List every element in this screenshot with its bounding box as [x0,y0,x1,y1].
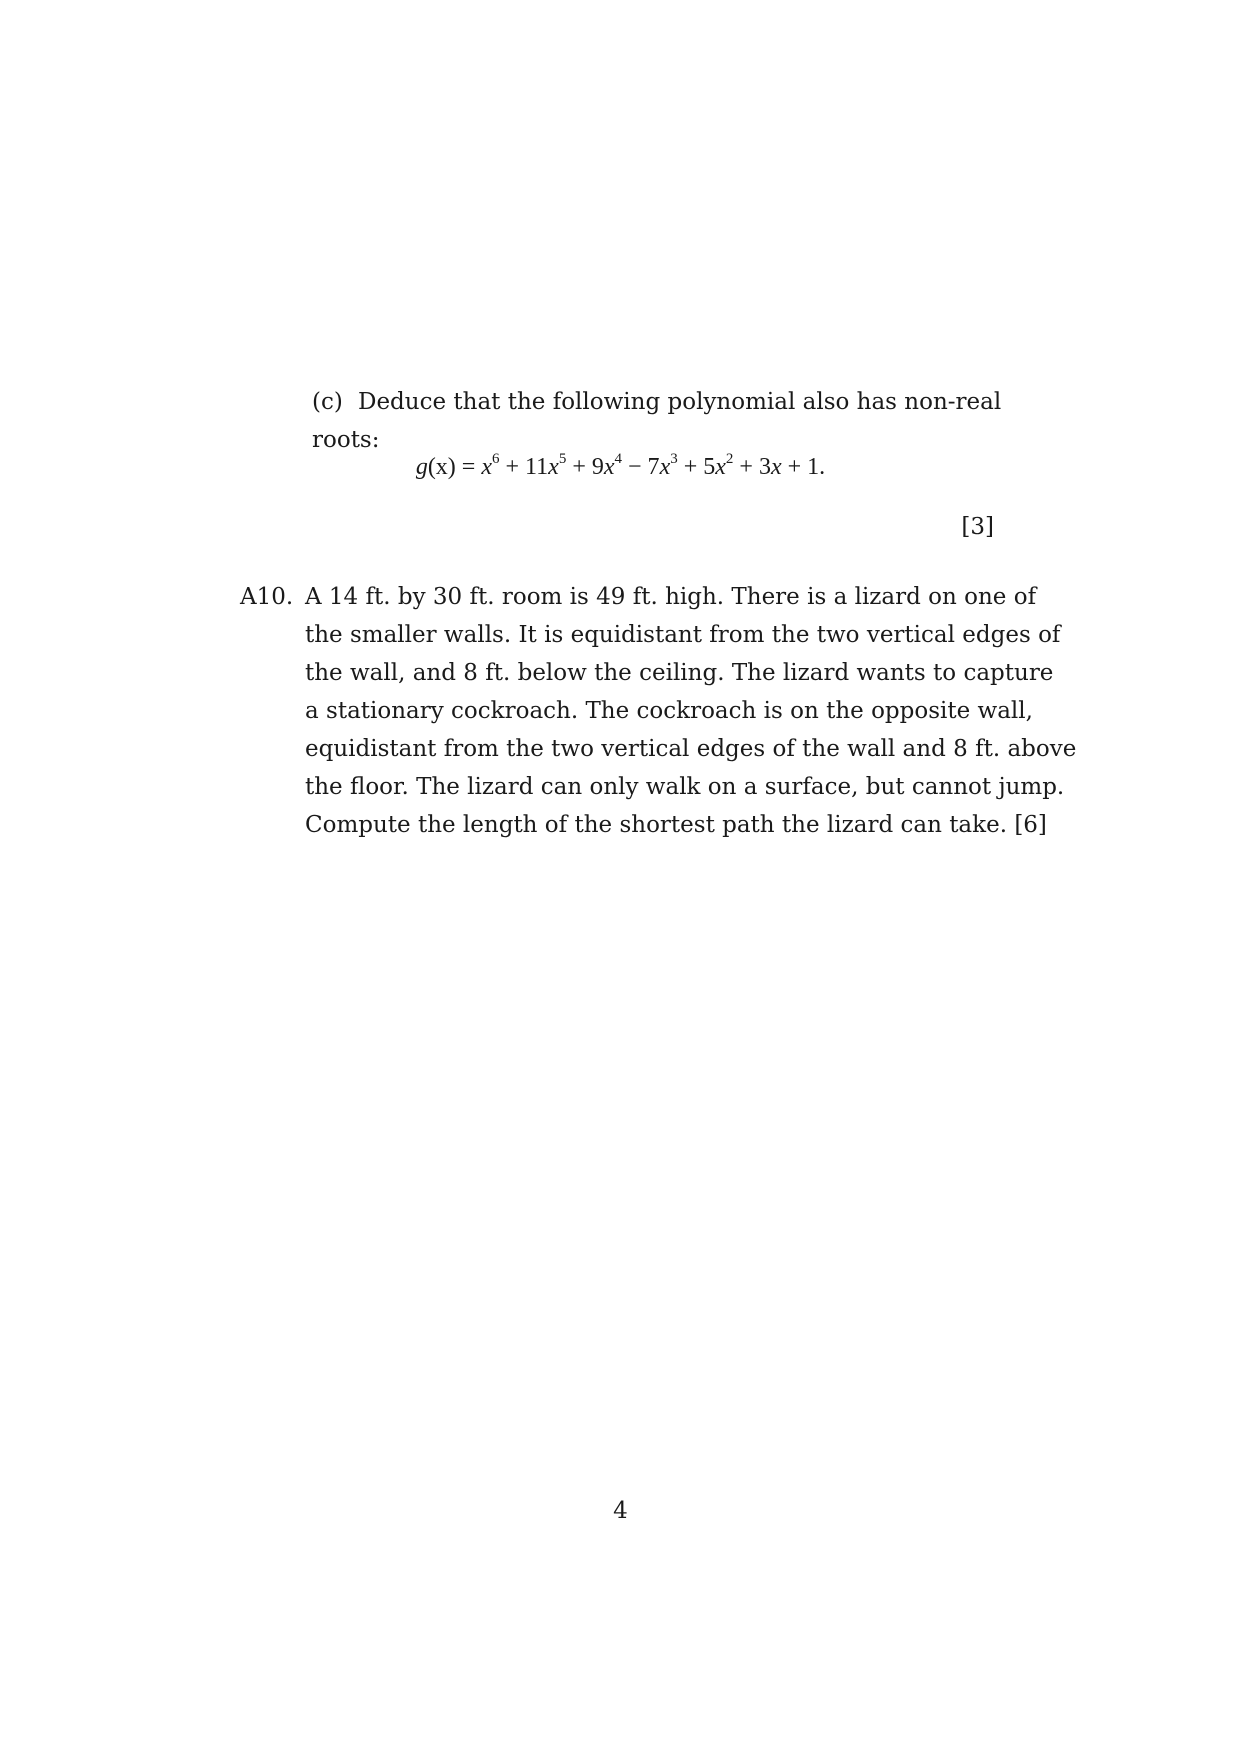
eq-term-2-exponent: 5 [558,451,567,467]
question-line: A 14 ft. by 30 ft. room is 49 ft. high. There is a lizard on one of [305,584,1037,610]
eq-constant-term: + 1. [781,454,826,480]
eq-term-1-base: x [481,454,492,480]
eq-term-6-coefficient: + 3 [733,454,771,480]
question-line: the smaller walls. It is equidistant from the two vertical edges of [305,622,1061,648]
eq-function-arg: (x) [427,454,456,480]
eq-term-4-exponent: 3 [670,451,678,467]
eq-term-6-base: x [770,454,782,480]
eq-term-2-coefficient: + 11 [499,454,549,480]
question-line: the wall, and 8 ft. below the ceiling. The lizard wants to capture [305,660,1054,686]
eq-term-3-base: x [603,454,615,480]
part-c-marks: [3] [961,514,994,540]
question-line: equidistant from the two vertical edges of the wall and 8 ft. above [305,736,1077,762]
eq-term-4-base: x [659,454,671,480]
eq-term-1-exponent: 6 [492,451,500,467]
question-line: Compute the length of the shortest path the lizard can take. [6] [305,812,1047,838]
part-c-text: Deduce that the following polynomial also has non-real roots: [312,389,1002,453]
question-line: the floor. The lizard can only walk on a surface, but cannot jump. [305,774,1065,800]
question-body [305,578,1077,844]
eq-term-2-base: x [548,454,559,480]
polynomial-equation [0,448,1241,486]
eq-term-3-exponent: 4 [614,451,623,467]
eq-term-5-coefficient: + 5 [677,454,716,480]
eq-term-5-exponent: 2 [725,451,734,467]
eq-term-5-base: x [715,454,726,480]
question-number: A10. [240,584,294,610]
eq-equals: = [455,454,482,480]
eq-term-4-coefficient: − 7 [622,454,660,480]
question-line: a stationary cockroach. The cockroach is on the opposite wall, [305,698,1033,724]
eq-function-name: g [415,454,428,480]
part-c-label: (c) [312,389,343,415]
eq-term-3-coefficient: + 9 [566,454,604,480]
page-number: 4 [613,1498,628,1524]
